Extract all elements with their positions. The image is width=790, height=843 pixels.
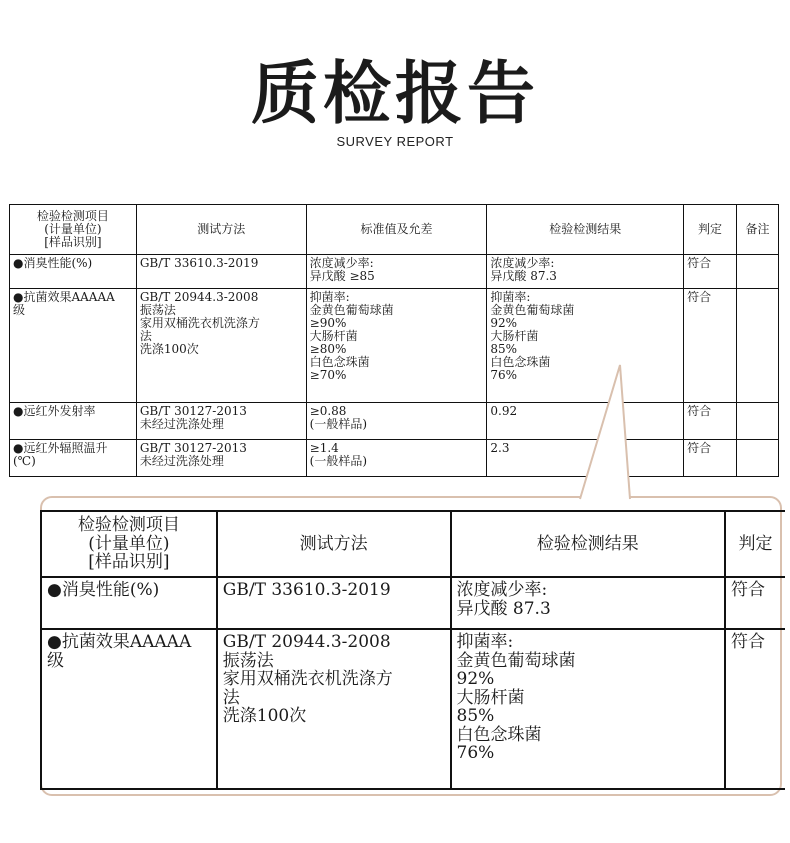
row-verdict: 符合 — [684, 440, 737, 477]
row-method: GB/T 30127-2013 未经过洗涤处理 — [136, 403, 306, 440]
table-header-row — [10, 205, 779, 255]
zoom-row-item: ●消臭性能(%) — [41, 577, 217, 629]
zoom-header-item: 检验检测项目 (计量单位) [样品识别] — [41, 511, 217, 577]
header-remark: 备注 — [736, 205, 778, 255]
row-standard: 抑菌率: 金黄色葡萄球菌 ≥90% 大肠杆菌 ≥80% 白色念珠菌 ≥70% — [306, 289, 487, 403]
zoom-header-method: 测试方法 — [217, 511, 451, 577]
row-result: 0.92 — [487, 403, 684, 440]
row-method: GB/T 30127-2013 未经过洗涤处理 — [136, 440, 306, 477]
row-verdict: 符合 — [684, 255, 737, 289]
row-item: ●抗菌效果AAAAA 级 — [10, 289, 137, 403]
row-result: 抑菌率: 金黄色葡萄球菌 92% 大肠杆菌 85% 白色念珠菌 76% — [487, 289, 684, 403]
zoom-header-row — [41, 511, 785, 577]
row-verdict: 符合 — [684, 289, 737, 403]
row-standard: ≥0.88 (一般样品) — [306, 403, 487, 440]
row-remark — [736, 289, 778, 403]
callout-pointer — [560, 363, 680, 503]
row-item: ●远红外发射率 — [10, 403, 137, 440]
header-standard: 标准值及允差 — [306, 205, 487, 255]
row-remark — [736, 440, 778, 477]
row-standard: ≥1.4 (一般样品) — [306, 440, 487, 477]
row-verdict: 符合 — [684, 403, 737, 440]
zoom-header-verdict: 判定 — [725, 511, 785, 577]
header-result: 检验检测结果 — [487, 205, 684, 255]
header-method: 测试方法 — [136, 205, 306, 255]
zoom-row-method: GB/T 20944.3-2008 振荡法 家用双桶洗衣机洗涤方 法 洗涤100次 — [217, 629, 451, 789]
row-remark — [736, 255, 778, 289]
row-item: ●远红外辐照温升 (℃) — [10, 440, 137, 477]
header-verdict: 判定 — [684, 205, 737, 255]
zoom-row-result: 浓度减少率: 异戊酸 87.3 — [451, 577, 726, 629]
zoom-row-item: ●抗菌效果AAAAA 级 — [41, 629, 217, 789]
row-method: GB/T 33610.3-2019 — [136, 255, 306, 289]
row-item: ●消臭性能(%) — [10, 255, 137, 289]
zoom-header-result: 检验检测结果 — [451, 511, 726, 577]
zoomed-table — [40, 510, 785, 790]
zoom-table-row — [41, 577, 785, 629]
row-standard: 浓度减少率: 异戊酸 ≥85 — [306, 255, 487, 289]
report-title: 质检报告 — [250, 55, 539, 134]
row-method: GB/T 20944.3-2008 振荡法 家用双桶洗衣机洗涤方 法 洗涤100次 — [136, 289, 306, 403]
zoom-row-verdict: 符合 — [725, 577, 785, 629]
table-row — [10, 255, 779, 289]
header-item: 检验检测项目 (计量单位) [样品识别] — [10, 205, 137, 255]
zoom-row-verdict: 符合 — [725, 629, 785, 789]
row-result: 2.3 — [487, 440, 684, 477]
row-remark — [736, 403, 778, 440]
zoom-row-method: GB/T 33610.3-2019 — [217, 577, 451, 629]
zoom-row-result: 抑菌率: 金黄色葡萄球菌 92% 大肠杆菌 85% 白色念珠菌 76% — [451, 629, 726, 789]
report-subtitle: SURVEY REPORT — [336, 134, 454, 149]
zoom-table-row — [41, 629, 785, 789]
row-result: 浓度减少率: 异戊酸 87.3 — [487, 255, 684, 289]
